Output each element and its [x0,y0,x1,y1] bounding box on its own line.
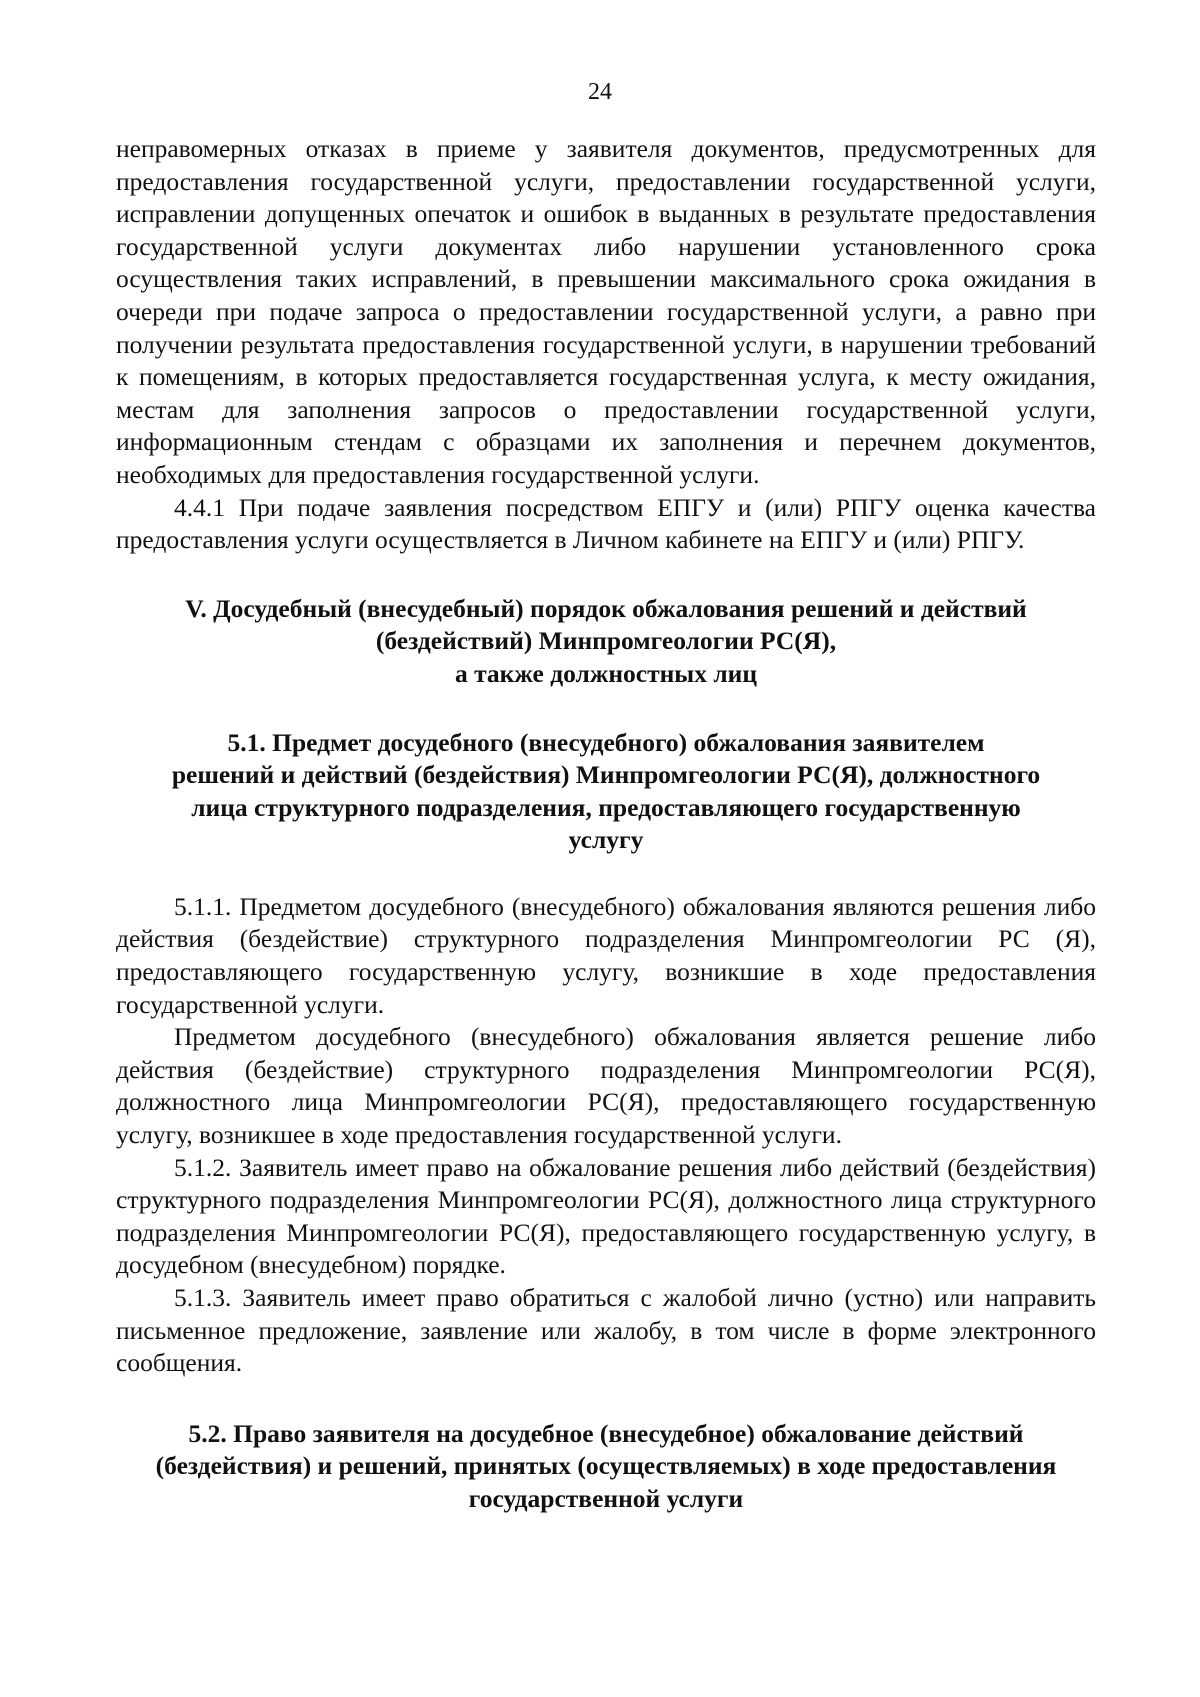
paragraph-5-1-1: 5.1.1. Предметом досудебного (внесудебного) обжалования являются решения либо действия (бездействие) структурного подразделения Минпромгеологии РС (Я), предоставляющего государственную услугу, возникшие в ходе предоставления государственной услуги. [116,891,1096,1019]
section-5-2-heading-line: (бездействия) и решений, принятых (осуществляемых) в ходе предоставления [155,1451,1057,1481]
section-5-1-heading-line: лица структурного подразделения, предоставляющего государственную [191,792,1021,822]
section-v-heading-line: V. Досудебный (внесудебный) порядок обжалования решений и действий [185,593,1027,623]
paragraph-5-1-3: 5.1.3. Заявитель имеет право обратиться с жалобой лично (устно) или направить письменное предложение, заявление или жалобу, в том числе в форме электронного сообщения. [116,1283,1096,1378]
section-v-heading-line: а также должностных лиц [454,658,758,688]
section-5-2-heading [116,1418,1096,1516]
paragraph-5-1-2: 5.1.2. Заявитель имеет право на обжалование решения либо действий (бездействия) структурного подразделения Минпромгеологии РС(Я), должностного лица структурного подразделения Минпромгеологии РС(Я), предоставляющего государственную услугу, в досудебном (внесудебном) порядке. [116,1152,1096,1280]
section-v-heading-line: (бездействий) Минпромгеологии РС(Я), [375,626,837,656]
page-content [116,133,1096,1516]
section-5-1-heading [116,727,1096,857]
section-v-heading [116,593,1096,691]
section-5-2-heading-line: государственной услуги [468,1483,744,1513]
paragraph-continuation: неправомерных отказах в приеме у заявителя документов, предусмотренных для предоставления государственной услуги, предоставлении государственной услуги, исправлении допущенных опечаток и ошибок в выданных в результате предоставления государственной услуги документах либо нарушении установленного срока осуществления таких исправлений, в превышении максимального срока ожидания в очереди при подаче запроса о предоставлении государственной услуги, а равно при получении результата предоставления государственной услуги, в нарушении требований к помещениям, в которых предоставляется государственная услуга, к месту ожидания, местам для заполнения запросов о предоставлении государственной услуги, информационным стендам с образцами их заполнения и перечнем документов, необходимых для предоставления государственной услуги. [116,134,1096,489]
page-number: 24 [588,79,612,105]
paragraph-4-4-1: 4.4.1 При подаче заявления посредством ЕПГУ и (или) РПГУ оценка качества предоставления услуги осуществляется в Личном кабинете на ЕПГУ и (или) РПГУ. [116,492,1096,555]
section-5-1-heading-line: услугу [568,825,644,855]
section-5-2-heading-line: 5.2. Право заявителя на досудебное (внесудебное) обжалование действий [188,1418,1024,1448]
section-5-1-heading-line: решений и действий (бездействия) Минпромгеологии РС(Я), должностного [171,760,1041,790]
paragraph-5-1-1-second: Предметом досудебного (внесудебного) обжалования является решение либо действия (бездействие) структурного подразделения Минпромгеологии РС(Я), должностного лица Минпромгеологии РС(Я), предоставляющего государственную услугу, возникшее в ходе предоставления государственной услуги. [116,1022,1096,1150]
section-5-1-heading-line: 5.1. Предмет досудебного (внесудебного) обжалования заявителем [227,727,985,757]
